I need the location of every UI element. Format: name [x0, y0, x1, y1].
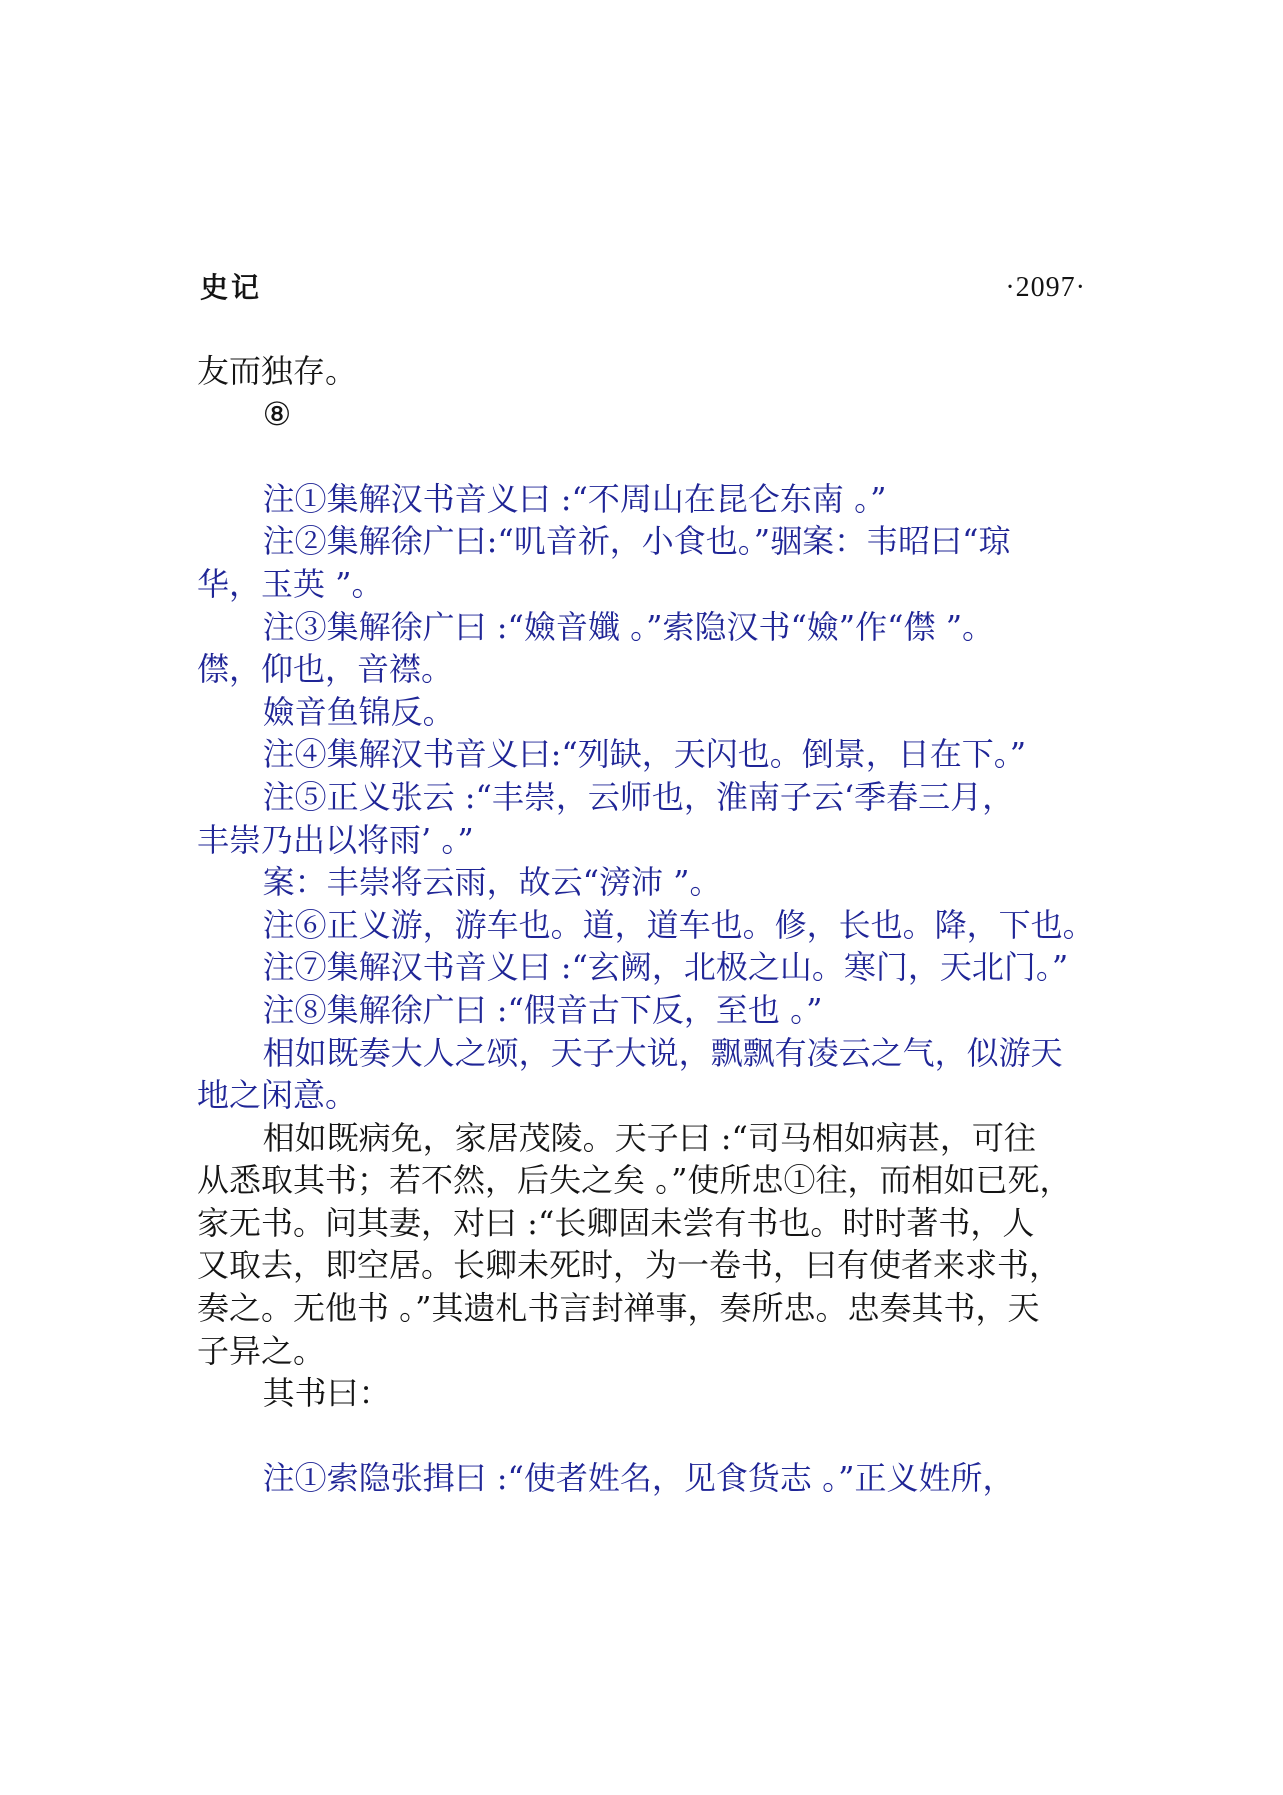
text-line: 奏之。无他书 。”其遗札书言封禅事，奏所忠。忠奏其书，天 [197, 1289, 1040, 1328]
page-text [197, 350, 1157, 1500]
text-line: 注④集解汉书音义曰:“列缺，天闪也。倒景，日在下。” [262, 735, 1027, 774]
annotation-paragraph [197, 691, 1157, 734]
text-line: 注⑤正义张云 :“丰崇，云师也，淮南子云‘季春三月， [262, 777, 1015, 816]
running-header [200, 268, 1086, 308]
text-line: 注①索隐张揖曰 :“使者姓名，见食货志 。”正义姓所， [262, 1459, 1015, 1498]
text-line: 子异之。 [197, 1331, 326, 1370]
annotation-paragraph [197, 861, 1157, 904]
body-paragraph [197, 350, 1157, 393]
text-line: 从悉取其书；若不然，后失之矣 。”使所忠①往，而相如已死， [197, 1161, 1072, 1200]
annotation-paragraph [197, 1032, 1157, 1117]
text-line: 华，玉英 ”。 [197, 564, 384, 603]
text-line: 地之闲意。 [197, 1076, 358, 1115]
annotation-paragraph [197, 606, 1157, 691]
annotation-paragraph [197, 904, 1157, 947]
text-line: 相如既病免，家居茂陵。天子曰 :“司马相如病甚，可往 [262, 1118, 1036, 1157]
text-line: 又取去，即空居。长卿未死时，为一卷书，曰有使者来求书， [197, 1246, 1062, 1285]
text-line: 注⑧集解徐广曰 :“假音古下反，至也 。” [262, 990, 823, 1029]
annotation-paragraph [197, 733, 1157, 776]
text-line: ⑧ [262, 394, 292, 433]
page-number: ·2097· [1005, 272, 1086, 303]
text-line: 注①集解汉书音义曰 :“不周山在昆仑东南 。” [262, 479, 887, 518]
text-line: 注⑥正义游，游车也。道，道车也。修，长也。降，下也。 [262, 905, 1095, 944]
note-marker-paragraph [197, 393, 1157, 436]
text-line: 友而独存。 [197, 352, 358, 390]
text-line: 家无书。问其妻，对曰 :“长卿固未尝有书也。时时著书，人 [197, 1203, 1035, 1242]
text-line: 其书曰： [262, 1374, 391, 1413]
text-line: 案：丰崇将云雨，故云“滂沛 ”。 [262, 863, 722, 902]
annotation-paragraph [197, 1457, 1157, 1500]
book-title: 史记 [200, 271, 263, 304]
annotation-paragraph [197, 776, 1157, 861]
text-line: 注②集解徐广曰:“叽音祈，小食也。”骃案：韦昭曰“琼 [262, 522, 1011, 561]
body-paragraph [197, 1117, 1157, 1373]
text-line: 注⑦集解汉书音义曰 :“玄阙，北极之山。寒门，天北门。” [262, 948, 1069, 987]
annotation-paragraph [197, 478, 1157, 521]
text-line: 僸，仰也，音襟。 [197, 650, 454, 689]
annotation-paragraph [197, 989, 1157, 1032]
text-line: 丰崇乃出以将雨’ 。” [197, 820, 474, 859]
body-paragraph [197, 1372, 1157, 1415]
text-line: 嬐音鱼锦反。 [262, 692, 455, 731]
annotation-paragraph [197, 946, 1157, 989]
text-line: 相如既奏大人之颂，天子大说，飘飘有凌云之气，似游天 [262, 1033, 1063, 1072]
annotation-paragraph [197, 520, 1157, 605]
text-line: 注③集解徐广曰 :“嬐音孅 。”索隐汉书“嬐”作“僸 ”。 [262, 607, 995, 646]
